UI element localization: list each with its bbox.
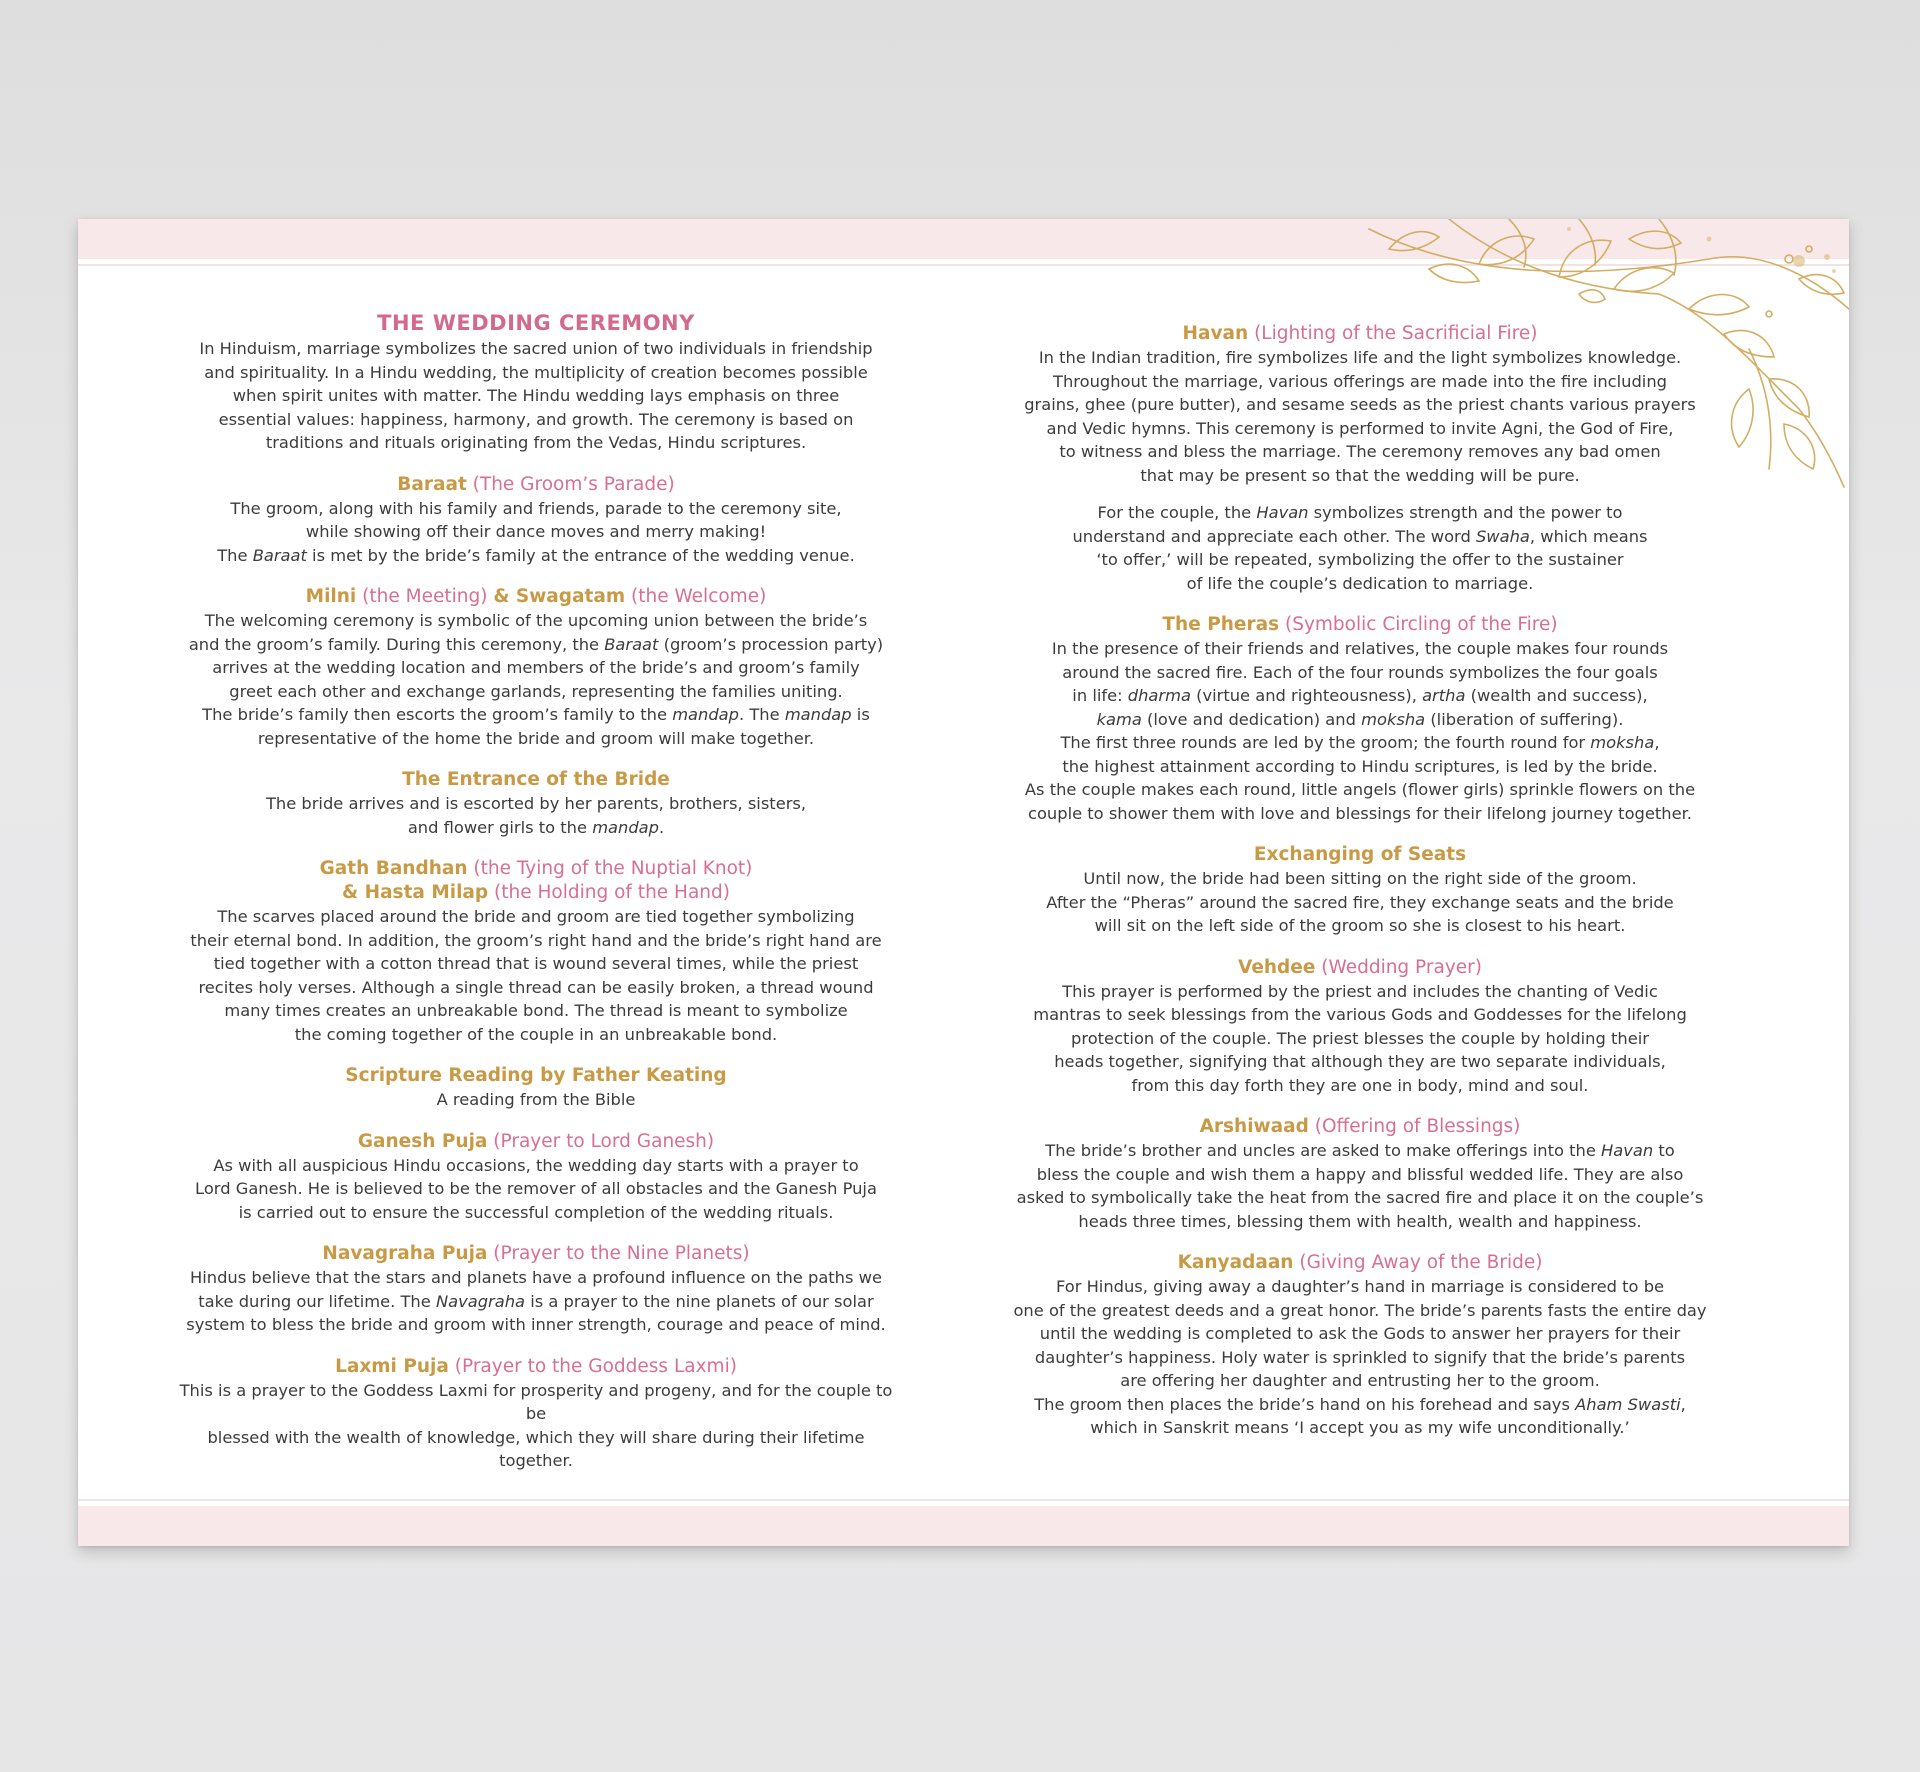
- text-run: The first three rounds are led by the groom; the fourth round for: [1060, 733, 1591, 752]
- body-line: protection of the couple. The priest blesses the couple by holding their: [1071, 1028, 1649, 1048]
- body-line: mantras to seek blessings from the various Gods and Goddesses for the lifelong: [1033, 1005, 1687, 1024]
- body-line: Lord Ganesh. He is believed to be the remover of all obstacles and the Ganesh Puja: [195, 1179, 877, 1198]
- intro-line: essential values: happiness, harmony, and growth. The ceremony is based on: [218, 409, 854, 429]
- body-line: Until now, the bride had been sitting on the right side of the groom.: [1083, 869, 1637, 888]
- body-line: The welcoming ceremony is symbolic of the upcoming union between the bride’s: [204, 611, 868, 630]
- text-run: (liberation of suffering).: [1425, 709, 1624, 729]
- body-line: greet each other and exchange garlands, representing the families uniting.: [229, 681, 843, 701]
- italic-term: mandap: [672, 705, 739, 724]
- heading-main: The Pheras: [1162, 614, 1280, 635]
- heading-main: Exchanging of Seats: [1253, 844, 1467, 865]
- text-run: symbolizes strength and the power to: [1308, 503, 1623, 522]
- body-line: This prayer is performed by the priest and includes the chanting of Vedic: [1062, 981, 1658, 1001]
- body-line: [995, 708, 1725, 732]
- italic-term: moksha: [1361, 709, 1426, 729]
- gath-heading: [176, 857, 896, 881]
- gath-section: [176, 857, 896, 1046]
- text-run: is: [851, 705, 870, 724]
- text-run: is met by the bride’s family at the entrance of the wedding venue.: [306, 545, 855, 565]
- heading-sub: (Lighting of the Sacrificial Fire): [1248, 323, 1538, 344]
- body-line: A reading from the Bible: [436, 1090, 636, 1109]
- heading-sub: (Wedding Prayer): [1315, 956, 1482, 978]
- kanyadaan-heading: [995, 1251, 1725, 1275]
- heading-main: Vehdee: [1238, 956, 1316, 978]
- text-run: , which means: [1529, 526, 1648, 546]
- text-run: in life:: [1072, 686, 1128, 705]
- body-line: representative of the home the bride and groom will make together.: [257, 728, 815, 748]
- body-line: to witness and bless the marriage. The ceremony removes any bad omen: [1059, 442, 1661, 461]
- program-page: [78, 219, 1849, 1546]
- arshiwaad-heading: [995, 1115, 1725, 1139]
- kanyadaan-section: [995, 1251, 1725, 1440]
- text-run: understand and appreciate each other. The word: [1072, 526, 1476, 546]
- heading-sub: (the Meeting): [356, 586, 494, 607]
- body-line: [176, 633, 896, 657]
- italic-term: mandap: [784, 705, 852, 724]
- heading-main: Laxmi Puja: [335, 1355, 449, 1377]
- italic-term: artha: [1422, 686, 1466, 705]
- text-run: The: [217, 545, 253, 565]
- baraat-section: [176, 473, 896, 568]
- text-run: and the groom’s family. During this ceremony, the: [188, 634, 605, 654]
- text-run: and flower girls to the: [407, 817, 593, 837]
- navagraha-section: [176, 1242, 896, 1337]
- body-line: [995, 1139, 1725, 1163]
- heading-main: Milni: [305, 586, 357, 607]
- italic-term: mandap: [592, 817, 659, 837]
- ganesh-heading: [176, 1130, 896, 1154]
- text-run: to: [1653, 1141, 1675, 1160]
- heading-main: Havan: [1182, 323, 1249, 344]
- body-line: system to bless the bride and groom with inner strength, courage and peace of mind.: [186, 1315, 886, 1334]
- italic-term: Baraat: [604, 634, 659, 654]
- laxmi-heading: [176, 1355, 896, 1379]
- body-line: [995, 501, 1725, 525]
- seats-heading: [995, 843, 1725, 867]
- heading-sub: (the Holding of the Hand): [488, 882, 730, 903]
- text-run: The bride’s brother and uncles are asked to make offerings into the: [1045, 1141, 1602, 1160]
- seats-section: [995, 843, 1725, 938]
- body-line: [176, 1290, 896, 1314]
- italic-term: Havan: [1256, 503, 1309, 522]
- body-line: [995, 1393, 1725, 1417]
- body-line: until the wedding is completed to ask the Gods to answer her prayers for their: [1039, 1324, 1681, 1343]
- heading-sub: (Prayer to Lord Ganesh): [487, 1130, 715, 1152]
- laxmi-section: [176, 1355, 896, 1473]
- page-title: THE WEDDING CEREMONY: [377, 311, 695, 335]
- italic-term: kama: [1096, 709, 1142, 729]
- heading-sub: (Prayer to the Goddess Laxmi): [448, 1355, 737, 1377]
- body-line: Hindus believe that the stars and planets have a profound influence on the paths we: [190, 1268, 882, 1287]
- body-line: and Vedic hymns. This ceremony is performed to invite Agni, the God of Fire,: [1046, 418, 1674, 438]
- italic-term: Havan: [1601, 1141, 1654, 1160]
- body-line: [176, 703, 896, 727]
- italic-term: Navagraha: [435, 1291, 526, 1311]
- body-line: of life the couple’s dedication to marriage.: [1186, 573, 1534, 593]
- body-line: while showing off their dance moves and merry making!: [305, 522, 767, 541]
- body-line: In the presence of their friends and relatives, the couple makes four rounds: [1051, 639, 1669, 658]
- entrance-section: [176, 768, 896, 839]
- intro-line: traditions and rituals originating from the Vedas, Hindu scriptures.: [265, 433, 807, 452]
- text-run: take during our lifetime. The: [198, 1291, 436, 1311]
- heading-main: Ganesh Puja: [357, 1130, 488, 1152]
- body-line: is carried out to ensure the successful completion of the wedding rituals.: [238, 1202, 834, 1222]
- body-line: couple to shower them with love and blessings for their lifelong journey together.: [1028, 803, 1692, 823]
- body-line: [995, 731, 1725, 755]
- right-column: [995, 322, 1725, 1440]
- text-run: ,: [1680, 1394, 1686, 1414]
- heading-sub: (Symbolic Circling of the Fire): [1279, 614, 1558, 635]
- italic-term: moksha: [1590, 733, 1655, 752]
- heading-main: & Hasta Milap: [342, 882, 489, 903]
- heading-sub: (Prayer to the Nine Planets): [487, 1243, 750, 1264]
- body-line: from this day forth they are one in body, mind and soul.: [1131, 1075, 1589, 1095]
- body-line: which in Sanskrit means ‘I accept you as my wife unconditionally.’: [1090, 1418, 1630, 1437]
- text-run: ,: [1654, 733, 1660, 752]
- text-run: The bride’s family then escorts the groom’s family to the: [202, 705, 673, 724]
- left-column: [176, 309, 896, 1473]
- body-line: The scarves placed around the bride and groom are tied together symbolizing: [217, 907, 855, 926]
- body-line: grains, ghee (pure butter), and sesame seeds as the priest chants various prayers: [1024, 395, 1696, 414]
- body-line: [995, 525, 1725, 549]
- arshiwaad-section: [995, 1115, 1725, 1233]
- intro-line: when spirit unites with matter. The Hindu wedding lays emphasis on three: [232, 386, 840, 405]
- text-run: For the couple, the: [1097, 503, 1257, 522]
- heading-main: & Swagatam: [493, 586, 626, 607]
- body-line: As with all auspicious Hindu occasions, the wedding day starts with a prayer to: [213, 1155, 859, 1175]
- body-line: heads together, signifying that although they are two separate individuals,: [1054, 1052, 1666, 1071]
- body-line: are offering her daughter and entrusting her to the groom.: [1120, 1371, 1600, 1390]
- body-line: arrives at the wedding location and members of the bride’s and groom’s family: [212, 658, 860, 677]
- milni-section: [176, 585, 896, 750]
- body-line: For Hindus, giving away a daughter’s hand in marriage is considered to be: [1055, 1277, 1665, 1296]
- navagraha-heading: [176, 1242, 896, 1266]
- bottom-pink-band: [78, 1506, 1849, 1546]
- heading-sub: (the Tying of the Nuptial Knot): [467, 858, 753, 879]
- body-line: In the Indian tradition, fire symbolizes life and the light symbolizes knowledge.: [1038, 348, 1682, 367]
- body-line: Throughout the marriage, various offerings are made into the fire including: [1053, 371, 1667, 391]
- heading-sub: (Giving Away of the Bride): [1293, 1252, 1543, 1273]
- body-line: asked to symbolically take the heat from the sacred fire and place it on the couple’s: [1016, 1188, 1704, 1207]
- text-run: .: [659, 817, 665, 837]
- pheras-heading: [995, 613, 1725, 637]
- body-line: one of the greatest deeds and a great honor. The bride’s parents fasts the entire day: [1013, 1300, 1707, 1320]
- body-line: [995, 684, 1725, 708]
- havan-heading: [995, 322, 1725, 346]
- body-line: bless the couple and wish them a happy and blissful wedded life. They are also: [1036, 1164, 1684, 1184]
- heading-main: Kanyadaan: [1177, 1252, 1294, 1273]
- body-line: heads three times, blessing them with health, wealth and happiness.: [1078, 1211, 1642, 1231]
- body-line: their eternal bond. In addition, the groom’s right hand and the bride’s right hand are: [190, 930, 882, 950]
- hasta-heading: [176, 881, 896, 905]
- body-line: The groom, along with his family and friends, parade to the ceremony site,: [230, 498, 842, 518]
- text-run: . The: [739, 705, 785, 724]
- text-run: is a prayer to the nine planets of our solar: [525, 1291, 874, 1311]
- vehdee-section: [995, 956, 1725, 1098]
- body-line: that may be present so that the wedding will be pure.: [1140, 465, 1580, 485]
- vehdee-heading: [995, 956, 1725, 980]
- body-line: the coming together of the couple in an unbreakable bond.: [294, 1024, 778, 1044]
- scripture-section: [176, 1064, 896, 1112]
- body-line: The bride arrives and is escorted by her parents, brothers, sisters,: [265, 794, 807, 813]
- pheras-section: [995, 613, 1725, 825]
- text-run: (groom’s procession party): [658, 634, 884, 654]
- body-line: After the “Pheras” around the sacred fire, they exchange seats and the bride: [1046, 892, 1674, 912]
- entrance-heading: [176, 768, 896, 792]
- body-line: around the sacred fire. Each of the four rounds symbolizes the four goals: [1062, 662, 1658, 682]
- heading-sub: (The Groom’s Parade): [466, 473, 675, 495]
- text-run: (virtue and righteousness),: [1190, 686, 1423, 705]
- heading-sub: (the Welcome): [625, 586, 767, 607]
- heading-main: Scripture Reading by Father Keating: [345, 1065, 727, 1086]
- body-line: daughter’s happiness. Holy water is sprinkled to signify that the bride’s parents: [1034, 1347, 1686, 1367]
- body-line: tied together with a cotton thread that is wound several times, while the priest: [213, 954, 859, 973]
- intro-section: [176, 309, 896, 455]
- scripture-heading: [176, 1064, 896, 1088]
- milni-heading: [176, 585, 896, 609]
- text-run: (wealth and success),: [1465, 686, 1648, 705]
- body-line: This is a prayer to the Goddess Laxmi for prosperity and progeny, and for the couple to be: [179, 1380, 893, 1423]
- heading-main: Baraat: [397, 473, 467, 495]
- ganesh-section: [176, 1130, 896, 1225]
- heading-main: Arshiwaad: [1199, 1116, 1309, 1137]
- body-line: As the couple makes each round, little angels (flower girls) sprinkle flowers on the: [1024, 780, 1696, 799]
- body-line: [176, 816, 896, 840]
- baraat-heading: [176, 473, 896, 497]
- body-line: will sit on the left side of the groom so she is closest to his heart.: [1094, 916, 1626, 935]
- italic-term: Aham Swasti: [1575, 1394, 1681, 1414]
- intro-line: and spirituality. In a Hindu wedding, the multiplicity of creation becomes possible: [204, 362, 868, 382]
- intro-line: In Hinduism, marriage symbolizes the sacred union of two individuals in friendship: [199, 339, 873, 358]
- havan-section: [995, 322, 1725, 595]
- italic-term: Swaha: [1475, 526, 1530, 546]
- bottom-divider: [78, 1499, 1849, 1501]
- body-line: many times creates an unbreakable bond. The thread is meant to symbolize: [224, 1001, 848, 1020]
- text-run: (love and dedication) and: [1141, 709, 1362, 729]
- body-line: recites holy verses. Although a single thread can be easily broken, a thread wound: [198, 977, 874, 997]
- text-run: The groom then places the bride’s hand on his forehead and says: [1034, 1394, 1576, 1414]
- body-line: the highest attainment according to Hindu scriptures, is led by the bride.: [1062, 756, 1658, 776]
- body-line: [176, 544, 896, 568]
- heading-main: Gath Bandhan: [319, 858, 468, 879]
- heading-sub: (Offering of Blessings): [1308, 1116, 1521, 1137]
- heading-main: The Entrance of the Bride: [402, 769, 670, 790]
- heading-main: Navagraha Puja: [322, 1243, 488, 1264]
- body-line: blessed with the wealth of knowledge, which they will share during their lifetime together.: [207, 1427, 865, 1470]
- body-line: ‘to offer,’ will be repeated, symbolizing the offer to the sustainer: [1096, 550, 1624, 569]
- italic-term: dharma: [1127, 686, 1191, 705]
- italic-term: Baraat: [252, 545, 307, 565]
